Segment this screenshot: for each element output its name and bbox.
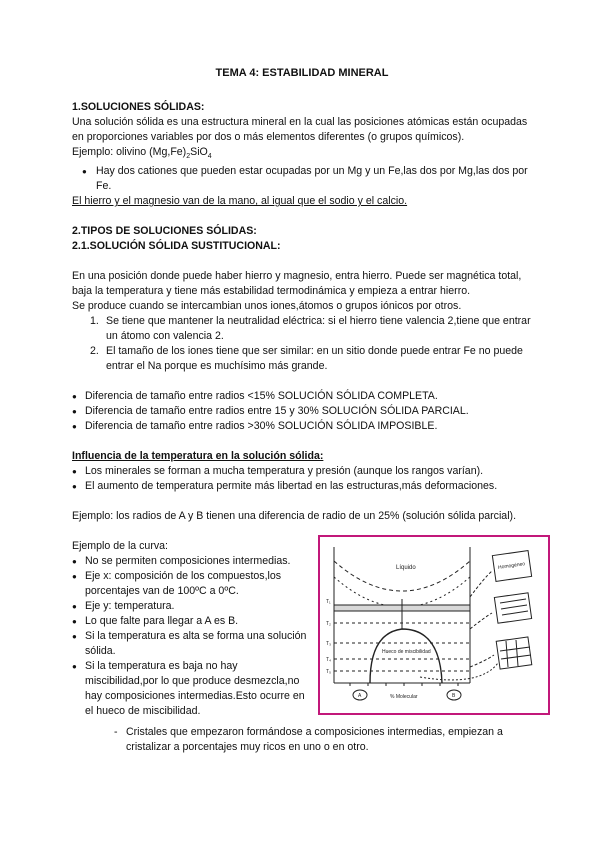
curve-text — [72, 539, 310, 719]
list-text: El tamaño de los iones tiene que ser similar: en un sitio donde puede entrar Fe no puede entrar el Na porque es muchísimo más grande. — [106, 345, 523, 373]
section-3-heading: Influencia de la temperatura en la solución sólida: — [72, 450, 324, 463]
example-subscript: 2 — [186, 153, 191, 161]
phase-diagram-figure — [318, 535, 550, 715]
t-label: T₁ — [326, 599, 331, 606]
list-item: ● Hay dos cationes que pueden estar ocupadas por un Mg y un Fe,las dos por Mg,las dos por Fe. — [72, 164, 532, 194]
list-number: 2. — [90, 345, 99, 358]
list-item: ● El aumento de temperatura permite más libertad en las estructuras,más deformaciones. — [72, 479, 532, 494]
size-difference-list — [72, 389, 532, 434]
miscibility-gap-label: Hueco de miscibilidad — [382, 649, 431, 656]
section-1-heading: 1.SOLUCIONES SÓLIDAS: — [72, 101, 205, 113]
list-item: - Cristales que empezaron formándose a composiciones intermedias, empiezan a cristalizar a porcentajes muy ricos en uno o en otro. — [114, 725, 532, 755]
phase-diagram — [320, 537, 548, 713]
list-item — [72, 314, 532, 344]
list-item: ● Diferencia de tamaño entre radios >30% SOLUCIÓN SÓLIDA IMPOSIBLE. — [72, 419, 532, 434]
list-number: 1. — [90, 315, 99, 328]
a-label: A — [358, 693, 362, 700]
section-2-1-heading: 2.1.SOLUCIÓN SÓLIDA SUSTITUCIONAL: — [72, 240, 281, 253]
list-item: ● Diferencia de tamaño entre radios entre 15 y 30% SOLUCIÓN SÓLIDA PARCIAL. — [72, 404, 532, 419]
temperature-list — [72, 464, 532, 494]
t-label: T₃ — [326, 641, 332, 648]
list-item: ● Eje y: temperatura. — [72, 599, 310, 614]
example-subscript-2: 4 — [207, 153, 212, 161]
section-1-list — [72, 164, 532, 194]
list-item: ● Eje x: composición de los compuestos,los porcentajes van de 100ºC a 0ºC. — [72, 569, 310, 599]
t-label: T₄ — [326, 657, 332, 664]
section-2-paragraph-1: En una posición donde puede haber hierro y magnesio, entra hierro. Puede ser magnética total, baja la temperatura y tiene más estabilidad termodinámica y empieza a entrar hierro. — [72, 270, 522, 298]
page-title: TEMA 4: ESTABILIDAD MINERAL — [215, 67, 389, 79]
b-label: B — [452, 693, 456, 700]
list-item: ● Los minerales se forman a mucha temperatura y presión (aunque los rangos varían). — [72, 464, 532, 479]
list-item: ● Si la temperatura es alta se forma una solución sólida. — [72, 629, 310, 659]
olivine-example — [72, 145, 532, 164]
list-item: ● Lo que falte para llegar a A es B. — [72, 614, 310, 629]
conditions-list — [72, 314, 532, 374]
x-axis-label: % Molecular — [390, 694, 418, 701]
list-item: ● No se permiten composiciones intermedias. — [72, 554, 310, 569]
section-2-paragraph-2: Se produce cuando se intercambian unos iones,átomos o grupos iónicos por otros. — [72, 300, 462, 313]
t-label: T₂ — [326, 621, 331, 628]
list-text: Se tiene que mantener la neutralidad eléctrica: si el hierro tiene valencia 2,tiene que entrar un átomo con valencia 2. — [106, 315, 531, 343]
example-suffix: SiO — [190, 146, 208, 158]
section-2-heading: 2.TIPOS DE SOLUCIONES SÓLIDAS: — [72, 225, 257, 238]
document-page — [72, 66, 532, 755]
list-item: ● Si la temperatura es baja no hay miscibilidad,por lo que produce desmezcla,no hay composiciones intermedias.Esto ocurre en el hueco de miscibilidad. — [72, 659, 310, 719]
dash-list — [72, 725, 532, 755]
section-1-note: El hierro y el magnesio van de la mano, al igual que el sodio y el calcio. — [72, 195, 408, 208]
curve-intro: Ejemplo de la curva: — [72, 540, 168, 553]
curve-list — [72, 554, 310, 719]
radius-example: Ejemplo: los radios de A y B tienen una diferencia de radio de un 25% (solución sólida parcial). — [72, 510, 517, 523]
section-1-paragraph: Una solución sólida es una estructura mineral en la cual las posiciones atómicas están ocupadas en proporciones variables por dos o más elementos diferentes (o grupos químicos). — [72, 116, 528, 143]
example-prefix: Ejemplo: olivino (Mg,Fe) — [72, 146, 187, 158]
liquid-label: Líquido — [396, 565, 416, 572]
list-item — [72, 344, 532, 374]
homogeneous-label: Homogéneo — [497, 561, 526, 572]
t-label: T₅ — [326, 669, 332, 676]
list-item: ● Diferencia de tamaño entre radios <15% SOLUCIÓN SÓLIDA COMPLETA. — [72, 389, 532, 404]
curve-section — [72, 539, 532, 739]
